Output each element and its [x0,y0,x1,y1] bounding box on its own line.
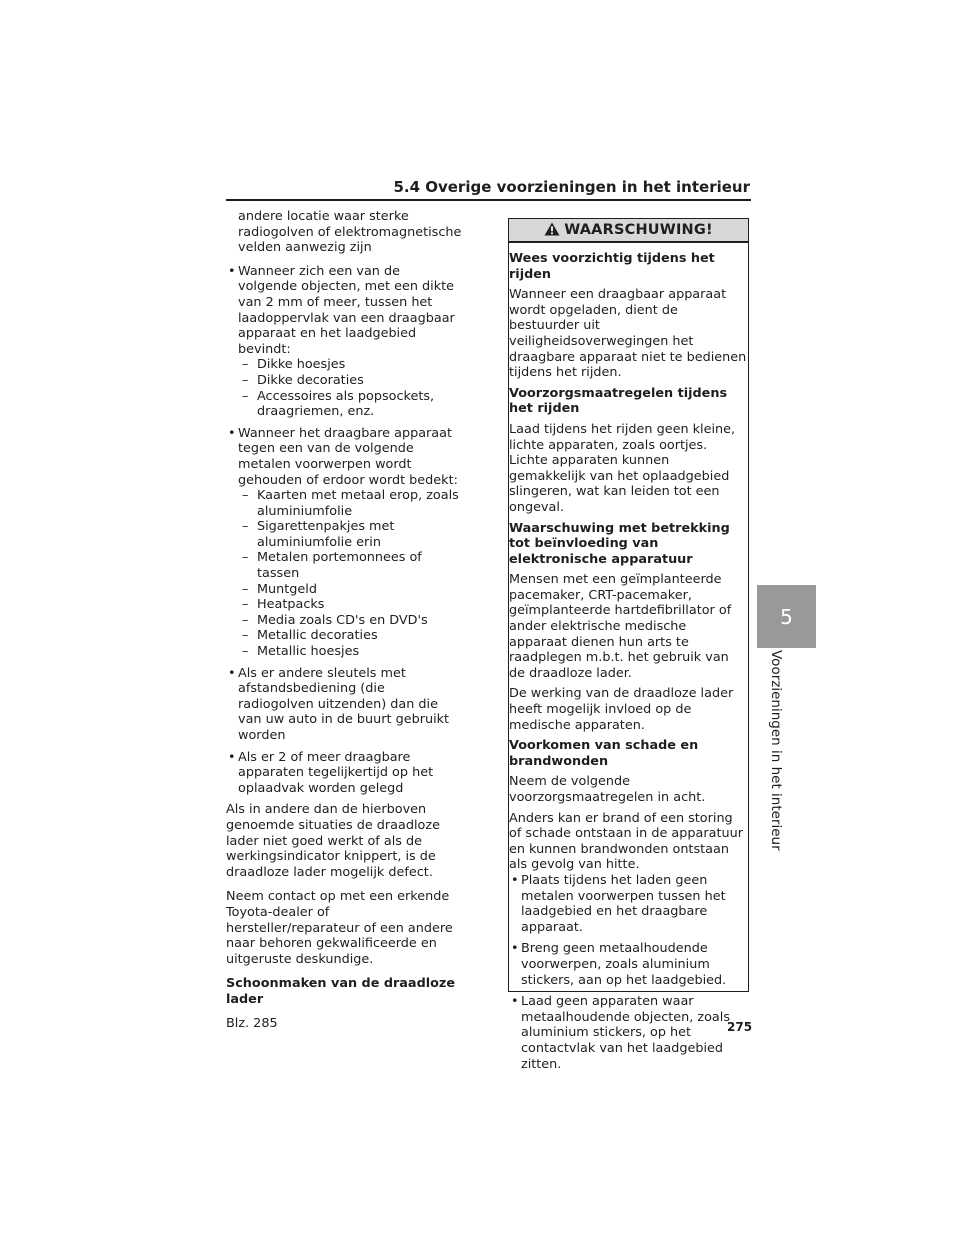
continued-text: andere locatie waar sterke radiogolven of elektromagnetische velden aanwezig zijn [238,209,462,256]
bullet-text: Als er 2 of meer draagbare apparaten tegelijkertijd op het oplaadvak worden gelegd [238,749,434,796]
warning-body [509,243,748,1072]
sub-list [238,357,462,419]
dash: – [242,488,249,504]
warning-bullet [509,941,748,988]
dash: – [242,644,249,660]
sub-item [242,519,462,550]
left-column [226,209,462,1037]
dash: – [242,597,249,613]
bullet-text: Wanneer zich een van de volgende objecten, met een dikte van 2 mm of meer, tussen het laadoppervlak van een draagbaar apparaat en het laadgebied bevindt: [238,263,455,357]
bullet-text: Wanneer het draagbare apparaat tegen een van de volgende metalen voorwerpen wordt gehouden of erdoor wordt bedekt: [238,425,458,488]
bullet-dot: • [511,994,519,1010]
sub-item-text: Accessoires als popsockets, draagriemen, enz. [257,388,435,420]
section-header: 5.4 Overige voorzieningen in het interieur [393,178,750,196]
bullet-dot: • [228,749,236,765]
sub-item [242,644,462,660]
warning-subheading: Waarschuwing met betrekking tot beïnvloeding van elektronische apparatuur [509,520,730,567]
page-reference: Blz. 285 [226,1015,278,1031]
warning-paragraph: Mensen met een geïmplanteerde pacemaker, CRT-pacemaker, geïmplanteerde hartdefibrillator of ander elektrische medische apparaat dienen hun arts te raadplegen m.b.t. het gebruik van de draadloze lader. [509,572,732,681]
sub-item [242,628,462,644]
bullet-text: Breng geen metaalhoudende voorwerpen, zoals aluminium stickers, aan op het laadgebied. [521,941,727,988]
bullet-text: Plaats tijdens het laden geen metalen voorwerpen tussen het laadgebied en het draagbare apparaat. [521,872,726,935]
bullet-dot: • [228,263,236,279]
warning-subheading: Wees voorzichtig tijdens het rijden [509,251,715,282]
dash: – [242,372,249,388]
sub-item-text: Heatpacks [257,597,325,613]
sub-item [242,488,462,519]
sub-item [242,389,462,420]
dash: – [242,612,249,628]
sub-item [242,357,462,373]
bullet-item [226,264,462,420]
page-number: 275 [727,1020,753,1034]
bullet-item [226,750,462,797]
warning-paragraph: Laad tijdens het rijden geen kleine, lichte apparaten, zoals oortjes. Lichte apparaten kunnen gemakkelijk van het oplaadgebied slingeren, wat kan leiden tot een ongeval. [509,421,736,515]
sub-item-text: Media zoals CD's en DVD's [257,612,428,628]
sub-item-text: Metalen portemonnees of tassen [257,550,422,582]
bullet-text: Als er andere sleutels met afstandsbediening (die radiogolven uitzenden) dan die van uw auto in de buurt gebruikt worden [238,665,450,743]
bullet-item [226,666,462,744]
paragraph: Als in andere dan de hierboven genoemde situaties de draadloze lader niet goed werkt of als de werkingsindicator knippert, is de draadloze lader mogelijk defect. [226,802,440,880]
chapter-label: Voorzieningen in het interieur [768,650,784,851]
bullet-item [226,426,462,660]
paragraph: Neem contact op met een erkende Toyota-dealer of hersteller/reparateur of een andere naar behoren gekwalificeerde en uitgeruste deskundige. [226,889,453,967]
sub-item-text: Dikke decoraties [257,372,364,388]
warning-triangle-icon [544,221,560,240]
dash: – [242,519,249,535]
dash: – [242,388,249,404]
subheading: Schoonmaken van de draadloze lader [226,976,456,1007]
warning-bullet [509,873,748,935]
dash: – [242,581,249,597]
header-rule [226,199,751,201]
bullet-dot: • [511,872,519,888]
sub-item [242,550,462,581]
warning-subheading: Voorkomen van schade en brandwonden [509,738,699,769]
warning-paragraph: De werking van de draadloze lader heeft mogelijk invloed op de medische apparaten. [509,686,734,733]
sub-item-text: Dikke hoesjes [257,357,346,373]
sub-item-text: Kaarten met metaal erop, zoals aluminiumfolie [257,488,459,519]
sub-item-text: Sigarettenpakjes met aluminiumfolie erin [257,519,395,550]
warning-paragraph: Neem de volgende voorzorgsmaatregelen in acht. [509,774,706,805]
sub-item-text: Metallic decoraties [257,628,378,644]
warning-paragraph: Wanneer een draagbaar apparaat wordt opgeladen, dient de bestuurder uit veiligheidsoverwegingen het draagbare apparaat niet te bedienen tijdens het rijden. [509,287,747,381]
warning-paragraph: Anders kan er brand of een storing of schade ontstaan in de apparatuur en kunnen brandwonden ontstaan als gevolg van hitte. [509,810,743,873]
sub-item [242,373,462,389]
warning-header [509,219,748,243]
bullet-text: Laad geen apparaten waar metaalhoudende objecten, zoals aluminium stickers, op het contactvlak van het laadgebied zitten. [521,994,730,1072]
sub-item-text: Metallic hoesjes [257,644,360,660]
sub-item [242,597,462,613]
warning-title: WAARSCHUWING! [564,222,713,238]
bullet-dot: • [228,665,236,681]
warning-subheading: Voorzorgsmaatregelen tijdens het rijden [509,385,728,417]
bullet-dot: • [228,425,236,441]
bullet-dot: • [511,941,519,957]
dash: – [242,550,249,566]
sub-item [242,582,462,598]
sub-item [242,613,462,629]
dash: – [242,357,249,373]
warning-bullet [509,994,748,1072]
sub-list [238,488,462,660]
chapter-tab: 5 [757,585,816,648]
dash: – [242,628,249,644]
sub-item-text: Muntgeld [257,581,317,597]
